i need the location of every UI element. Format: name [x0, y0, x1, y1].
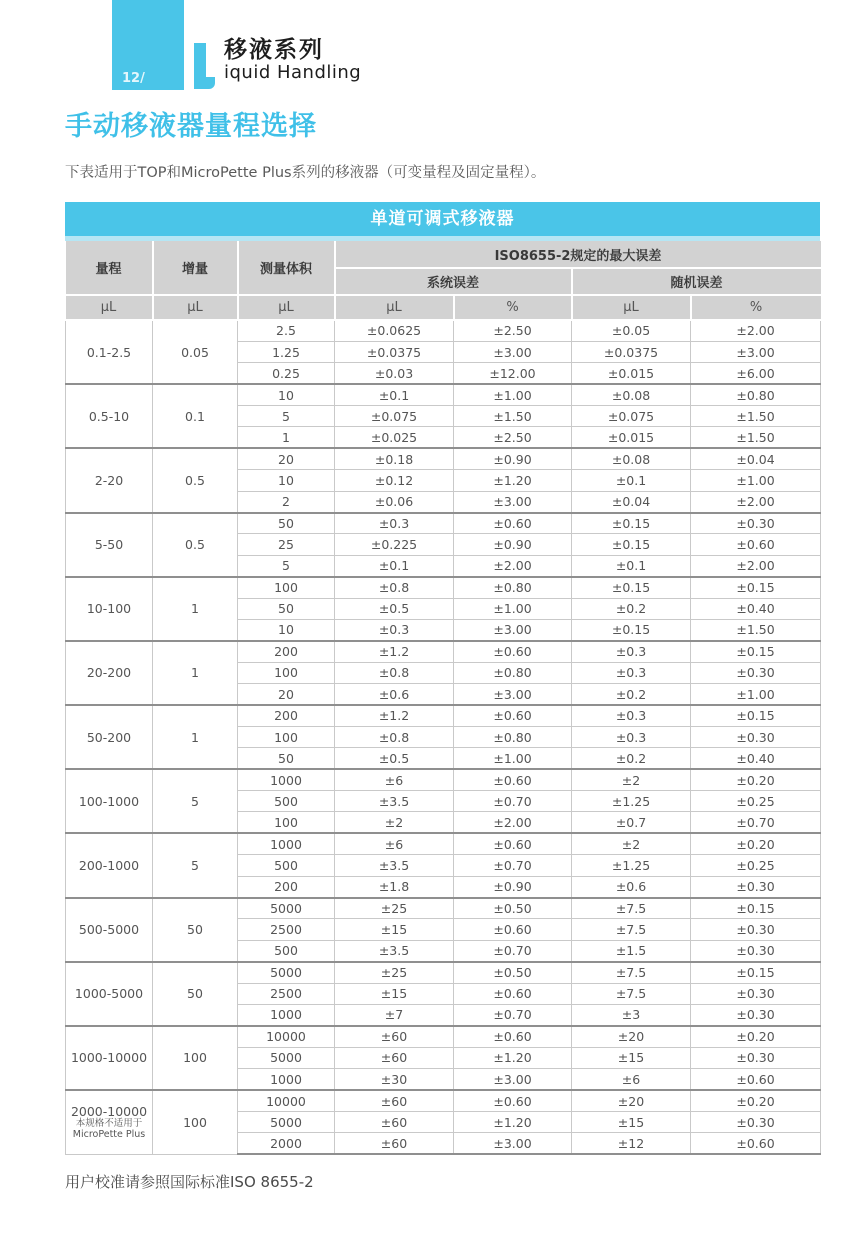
table-row [66, 769, 821, 790]
page-content [65, 104, 820, 1192]
volume-cell: 10000 [238, 1090, 335, 1111]
random-error-ul-cell: ±3 [572, 1005, 691, 1026]
sys-error-ul-cell: ±0.075 [335, 406, 454, 427]
sys-error-pct-cell: ±3.00 [454, 1069, 572, 1090]
volume-cell: 2 [238, 491, 335, 512]
volume-cell: 50 [238, 748, 335, 769]
increment-cell: 50 [153, 962, 238, 1026]
letter-l-foot [204, 77, 215, 89]
random-error-ul-cell: ±1.5 [572, 940, 691, 961]
range-cell: 100-1000 [66, 769, 153, 833]
table-row [66, 1090, 821, 1111]
spec-table [65, 241, 821, 1155]
random-error-ul-cell: ±2 [572, 833, 691, 854]
random-error-ul-cell: ±0.15 [572, 534, 691, 555]
sys-error-pct-cell: ±0.60 [454, 833, 572, 854]
random-error-pct-cell: ±0.30 [691, 1005, 821, 1026]
sys-error-pct-cell: ±2.00 [454, 812, 572, 833]
random-error-ul-cell: ±0.2 [572, 598, 691, 619]
sys-error-ul-cell: ±0.1 [335, 555, 454, 576]
range-cell: 5-50 [66, 513, 153, 577]
sys-error-ul-cell: ±25 [335, 898, 454, 919]
random-error-pct-cell: ±1.00 [691, 470, 821, 491]
random-error-ul-cell: ±0.015 [572, 363, 691, 384]
random-error-pct-cell: ±0.30 [691, 662, 821, 683]
random-error-pct-cell: ±0.30 [691, 726, 821, 747]
sys-error-pct-cell: ±1.20 [454, 470, 572, 491]
unit-label: % [691, 295, 821, 320]
increment-cell: 5 [153, 833, 238, 897]
random-error-pct-cell: ±1.50 [691, 427, 821, 448]
volume-cell: 5 [238, 406, 335, 427]
random-error-ul-cell: ±0.015 [572, 427, 691, 448]
range-cell: 2000-10000 本规格不适用于 MicroPette Plus [66, 1090, 153, 1154]
unit-label: µL [335, 295, 454, 320]
sys-error-ul-cell: ±0.18 [335, 448, 454, 469]
sys-error-ul-cell: ±7 [335, 1005, 454, 1026]
increment-cell: 1 [153, 577, 238, 641]
volume-cell: 2500 [238, 919, 335, 940]
table-row [66, 513, 821, 534]
sys-error-ul-cell: ±0.03 [335, 363, 454, 384]
sys-error-ul-cell: ±0.5 [335, 748, 454, 769]
random-error-pct-cell: ±0.30 [691, 1111, 821, 1132]
volume-cell: 0.25 [238, 363, 335, 384]
volume-cell: 1000 [238, 1005, 335, 1026]
page-subtitle: 下表适用于TOP和MicroPette Plus系列的移液器（可变量程及固定量程）。 [65, 165, 546, 181]
random-error-ul-cell: ±0.3 [572, 662, 691, 683]
increment-cell: 0.1 [153, 384, 238, 448]
random-error-ul-cell: ±0.075 [572, 406, 691, 427]
unit-label: % [454, 295, 572, 320]
sys-error-pct-cell: ±0.60 [454, 983, 572, 1004]
sys-error-pct-cell: ±0.50 [454, 898, 572, 919]
sys-error-pct-cell: ±1.00 [454, 598, 572, 619]
sys-error-pct-cell: ±0.90 [454, 448, 572, 469]
table-row [66, 962, 821, 983]
sys-error-pct-cell: ±0.90 [454, 876, 572, 897]
table-row [66, 705, 821, 726]
random-error-pct-cell: ±3.00 [691, 341, 821, 362]
sys-error-ul-cell: ±2 [335, 812, 454, 833]
spec-table-body [66, 320, 821, 1154]
increment-cell: 0.5 [153, 513, 238, 577]
random-error-pct-cell: ±0.60 [691, 534, 821, 555]
sys-error-ul-cell: ±0.3 [335, 619, 454, 640]
range-cell: 1000-5000 [66, 962, 153, 1026]
sys-error-pct-cell: ±2.00 [454, 555, 572, 576]
random-error-pct-cell: ±0.15 [691, 641, 821, 662]
table-row [66, 448, 821, 469]
random-error-ul-cell: ±0.05 [572, 320, 691, 341]
sys-error-ul-cell: ±0.025 [335, 427, 454, 448]
sys-error-ul-cell: ±3.5 [335, 855, 454, 876]
brand-header [0, 0, 866, 100]
increment-cell: 1 [153, 705, 238, 769]
column-header-volume: 测量体积 [238, 241, 335, 295]
increment-cell: 5 [153, 769, 238, 833]
unit-label: µL [572, 295, 691, 320]
volume-cell: 2.5 [238, 320, 335, 341]
volume-cell: 200 [238, 641, 335, 662]
random-error-ul-cell: ±0.2 [572, 748, 691, 769]
sys-error-pct-cell: ±1.20 [454, 1047, 572, 1068]
random-error-pct-cell: ±0.20 [691, 1026, 821, 1047]
increment-cell: 100 [153, 1026, 238, 1090]
increment-cell: 100 [153, 1090, 238, 1154]
sys-error-ul-cell: ±0.8 [335, 662, 454, 683]
random-error-pct-cell: ±0.20 [691, 833, 821, 854]
volume-cell: 20 [238, 684, 335, 705]
volume-cell: 5000 [238, 898, 335, 919]
letter-l-icon [194, 43, 216, 89]
sys-error-pct-cell: ±0.60 [454, 513, 572, 534]
brand-logo-block [112, 0, 184, 90]
sys-error-pct-cell: ±0.80 [454, 577, 572, 598]
calibration-footer-note: 用户校准请参照国际标准ISO 8655-2 [65, 1173, 314, 1192]
random-error-pct-cell: ±2.00 [691, 555, 821, 576]
sys-error-pct-cell: ±3.00 [454, 684, 572, 705]
sys-error-ul-cell: ±0.5 [335, 598, 454, 619]
sys-error-ul-cell: ±60 [335, 1133, 454, 1154]
sys-error-ul-cell: ±60 [335, 1047, 454, 1068]
sys-error-pct-cell: ±0.60 [454, 1026, 572, 1047]
random-error-ul-cell: ±6 [572, 1069, 691, 1090]
sys-error-pct-cell: ±1.00 [454, 748, 572, 769]
page-title: 手动移液器量程选择 [65, 111, 317, 142]
range-cell: 500-5000 [66, 898, 153, 962]
random-error-ul-cell: ±0.15 [572, 619, 691, 640]
volume-cell: 5000 [238, 1111, 335, 1132]
volume-cell: 50 [238, 598, 335, 619]
volume-cell: 10 [238, 619, 335, 640]
range-cell: 200-1000 [66, 833, 153, 897]
volume-cell: 100 [238, 812, 335, 833]
random-error-pct-cell: ±0.80 [691, 384, 821, 405]
random-error-ul-cell: ±0.1 [572, 555, 691, 576]
sys-error-ul-cell: ±0.3 [335, 513, 454, 534]
sys-error-ul-cell: ±15 [335, 919, 454, 940]
column-header-random-error: 随机误差 [572, 268, 821, 295]
page-number: 12/ [122, 71, 145, 86]
random-error-pct-cell: ±0.30 [691, 940, 821, 961]
random-error-ul-cell: ±7.5 [572, 898, 691, 919]
random-error-pct-cell: ±0.70 [691, 812, 821, 833]
sys-error-pct-cell: ±1.50 [454, 406, 572, 427]
sys-error-pct-cell: ±0.70 [454, 1005, 572, 1026]
volume-cell: 2500 [238, 983, 335, 1004]
sys-error-pct-cell: ±0.70 [454, 791, 572, 812]
sys-error-ul-cell: ±30 [335, 1069, 454, 1090]
random-error-pct-cell: ±0.04 [691, 448, 821, 469]
sys-error-ul-cell: ±0.06 [335, 491, 454, 512]
random-error-pct-cell: ±0.30 [691, 876, 821, 897]
random-error-ul-cell: ±7.5 [572, 983, 691, 1004]
sys-error-pct-cell: ±1.00 [454, 384, 572, 405]
range-cell: 0.1-2.5 [66, 320, 153, 384]
random-error-pct-cell: ±2.00 [691, 320, 821, 341]
range-cell: 1000-10000 [66, 1026, 153, 1090]
sys-error-pct-cell: ±0.60 [454, 641, 572, 662]
random-error-ul-cell: ±20 [572, 1026, 691, 1047]
random-error-pct-cell: ±0.15 [691, 705, 821, 726]
random-error-pct-cell: ±0.15 [691, 962, 821, 983]
sys-error-ul-cell: ±15 [335, 983, 454, 1004]
sys-error-ul-cell: ±0.1 [335, 384, 454, 405]
random-error-ul-cell: ±1.25 [572, 855, 691, 876]
range-cell: 0.5-10 [66, 384, 153, 448]
volume-cell: 2000 [238, 1133, 335, 1154]
volume-cell: 100 [238, 662, 335, 683]
random-error-pct-cell: ±1.00 [691, 684, 821, 705]
volume-cell: 1 [238, 427, 335, 448]
table-row [66, 320, 821, 341]
sys-error-pct-cell: ±0.80 [454, 662, 572, 683]
increment-cell: 1 [153, 641, 238, 705]
random-error-ul-cell: ±0.7 [572, 812, 691, 833]
sys-error-pct-cell: ±2.50 [454, 320, 572, 341]
volume-cell: 10000 [238, 1026, 335, 1047]
sys-error-ul-cell: ±25 [335, 962, 454, 983]
increment-cell: 0.5 [153, 448, 238, 512]
column-header-systematic-error: 系统误差 [335, 268, 572, 295]
sys-error-pct-cell: ±0.60 [454, 1090, 572, 1111]
sys-error-ul-cell: ±1.2 [335, 641, 454, 662]
random-error-pct-cell: ±0.60 [691, 1133, 821, 1154]
sys-error-ul-cell: ±0.12 [335, 470, 454, 491]
volume-cell: 1000 [238, 833, 335, 854]
table-row [66, 641, 821, 662]
sys-error-ul-cell: ±60 [335, 1090, 454, 1111]
sys-error-ul-cell: ±3.5 [335, 791, 454, 812]
sys-error-ul-cell: ±1.8 [335, 876, 454, 897]
random-error-ul-cell: ±0.15 [572, 577, 691, 598]
series-title-cn: 移液系列 [224, 37, 324, 63]
random-error-pct-cell: ±0.60 [691, 1069, 821, 1090]
sys-error-pct-cell: ±1.20 [454, 1111, 572, 1132]
sys-error-ul-cell: ±60 [335, 1111, 454, 1132]
table-row [66, 898, 821, 919]
volume-cell: 500 [238, 791, 335, 812]
sys-error-pct-cell: ±2.50 [454, 427, 572, 448]
sys-error-ul-cell: ±0.0375 [335, 341, 454, 362]
volume-cell: 10 [238, 470, 335, 491]
random-error-pct-cell: ±0.30 [691, 919, 821, 940]
random-error-pct-cell: ±0.15 [691, 577, 821, 598]
column-header-range: 量程 [66, 241, 153, 295]
increment-cell: 50 [153, 898, 238, 962]
brand-text [224, 38, 361, 84]
sys-error-ul-cell: ±6 [335, 833, 454, 854]
sys-error-ul-cell: ±60 [335, 1026, 454, 1047]
increment-cell: 0.05 [153, 320, 238, 384]
volume-cell: 25 [238, 534, 335, 555]
random-error-pct-cell: ±2.00 [691, 491, 821, 512]
random-error-ul-cell: ±15 [572, 1111, 691, 1132]
unit-label: µL [238, 295, 335, 320]
volume-cell: 200 [238, 705, 335, 726]
random-error-pct-cell: ±1.50 [691, 619, 821, 640]
random-error-pct-cell: ±0.20 [691, 769, 821, 790]
sys-error-pct-cell: ±0.60 [454, 705, 572, 726]
random-error-ul-cell: ±7.5 [572, 962, 691, 983]
volume-cell: 20 [238, 448, 335, 469]
volume-cell: 50 [238, 513, 335, 534]
column-header-increment: 增量 [153, 241, 238, 295]
series-title-en: iquid Handling [224, 62, 362, 84]
sys-error-pct-cell: ±3.00 [454, 491, 572, 512]
volume-cell: 200 [238, 876, 335, 897]
sys-error-ul-cell: ±6 [335, 769, 454, 790]
random-error-ul-cell: ±1.25 [572, 791, 691, 812]
table-row [66, 577, 821, 598]
random-error-ul-cell: ±0.15 [572, 513, 691, 534]
sys-error-ul-cell: ±0.8 [335, 577, 454, 598]
random-error-ul-cell: ±12 [572, 1133, 691, 1154]
sys-error-pct-cell: ±3.00 [454, 341, 572, 362]
table-row [66, 384, 821, 405]
volume-cell: 500 [238, 940, 335, 961]
random-error-pct-cell: ±0.30 [691, 983, 821, 1004]
random-error-ul-cell: ±0.08 [572, 384, 691, 405]
volume-cell: 10 [238, 384, 335, 405]
table-banner: 单道可调式移液器 [65, 202, 820, 236]
random-error-ul-cell: ±0.3 [572, 641, 691, 662]
sys-error-ul-cell: ±0.0625 [335, 320, 454, 341]
range-cell: 10-100 [66, 577, 153, 641]
sys-error-pct-cell: ±0.70 [454, 855, 572, 876]
volume-cell: 1000 [238, 1069, 335, 1090]
random-error-pct-cell: ±1.50 [691, 406, 821, 427]
sys-error-pct-cell: ±0.80 [454, 726, 572, 747]
random-error-ul-cell: ±0.1 [572, 470, 691, 491]
random-error-ul-cell: ±2 [572, 769, 691, 790]
sys-error-ul-cell: ±3.5 [335, 940, 454, 961]
random-error-ul-cell: ±0.3 [572, 705, 691, 726]
sys-error-pct-cell: ±3.00 [454, 1133, 572, 1154]
random-error-pct-cell: ±0.15 [691, 898, 821, 919]
volume-cell: 1000 [238, 769, 335, 790]
sys-error-ul-cell: ±0.8 [335, 726, 454, 747]
column-header-iso-max-error: ISO8655-2规定的最大误差 [335, 241, 821, 268]
volume-cell: 5000 [238, 1047, 335, 1068]
random-error-pct-cell: ±0.30 [691, 513, 821, 534]
random-error-pct-cell: ±0.20 [691, 1090, 821, 1111]
sys-error-pct-cell: ±3.00 [454, 619, 572, 640]
volume-cell: 1.25 [238, 341, 335, 362]
unit-label: µL [153, 295, 238, 320]
random-error-ul-cell: ±15 [572, 1047, 691, 1068]
random-error-pct-cell: ±0.25 [691, 791, 821, 812]
random-error-ul-cell: ±0.3 [572, 726, 691, 747]
random-error-pct-cell: ±0.40 [691, 598, 821, 619]
spec-table-header [66, 241, 821, 320]
table-row [66, 833, 821, 854]
volume-cell: 5000 [238, 962, 335, 983]
sys-error-pct-cell: ±0.90 [454, 534, 572, 555]
range-cell: 2-20 [66, 448, 153, 512]
random-error-ul-cell: ±0.2 [572, 684, 691, 705]
sys-error-pct-cell: ±12.00 [454, 363, 572, 384]
random-error-pct-cell: ±0.25 [691, 855, 821, 876]
sys-error-pct-cell: ±0.70 [454, 940, 572, 961]
random-error-ul-cell: ±0.08 [572, 448, 691, 469]
random-error-ul-cell: ±0.04 [572, 491, 691, 512]
random-error-ul-cell: ±0.0375 [572, 341, 691, 362]
sys-error-ul-cell: ±0.6 [335, 684, 454, 705]
random-error-ul-cell: ±20 [572, 1090, 691, 1111]
random-error-ul-cell: ±0.6 [572, 876, 691, 897]
random-error-ul-cell: ±7.5 [572, 919, 691, 940]
random-error-pct-cell: ±6.00 [691, 363, 821, 384]
table-row [66, 1026, 821, 1047]
sys-error-pct-cell: ±0.60 [454, 919, 572, 940]
sys-error-pct-cell: ±0.60 [454, 769, 572, 790]
volume-cell: 100 [238, 726, 335, 747]
sys-error-ul-cell: ±1.2 [335, 705, 454, 726]
sys-error-ul-cell: ±0.225 [335, 534, 454, 555]
sys-error-pct-cell: ±0.50 [454, 962, 572, 983]
random-error-pct-cell: ±0.30 [691, 1047, 821, 1068]
volume-cell: 5 [238, 555, 335, 576]
random-error-pct-cell: ±0.40 [691, 748, 821, 769]
range-cell: 50-200 [66, 705, 153, 769]
range-cell: 20-200 [66, 641, 153, 705]
unit-label: µL [66, 295, 153, 320]
volume-cell: 500 [238, 855, 335, 876]
volume-cell: 100 [238, 577, 335, 598]
